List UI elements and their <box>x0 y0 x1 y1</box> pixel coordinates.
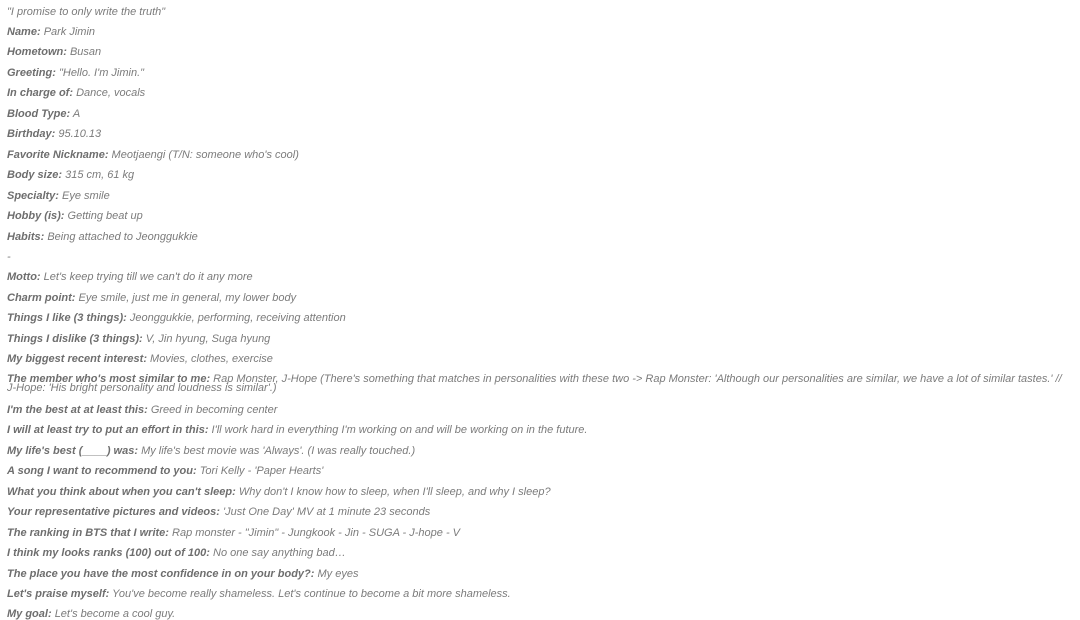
question-line-dislikes <box>7 333 1072 345</box>
field-label: Greeting: <box>7 67 56 79</box>
question-label: The place you have the most confidence in on your body?: <box>7 568 315 580</box>
question-label: I'm the best at at least this: <box>7 404 148 416</box>
question-answer: Let's become a cool guy. <box>54 608 176 620</box>
question-label: I will at least try to put an effort in this: <box>7 424 209 436</box>
field-value: Park Jimin <box>43 26 96 38</box>
question-label: Your representative pictures and videos: <box>7 506 220 518</box>
question-answer: You've become really shameless. Let's continue to become a bit more shameless. <box>112 588 511 600</box>
section-separator: - <box>7 251 11 263</box>
question-answer: I'll work hard in everything I'm working on and will be working on in the future. <box>211 424 588 436</box>
profile-line-hometown <box>7 46 1072 58</box>
question-answer: Jeonggukkie, performing, receiving attention <box>129 312 346 324</box>
profile-line-favorite-nickname <box>7 149 1072 161</box>
question-answer: Movies, clothes, exercise <box>150 353 273 365</box>
question-answer: Rap monster - "Jimin" - Jungkook - Jin - SUGA - J-hope - V <box>172 527 461 539</box>
field-value: "Hello. I'm Jimin." <box>58 67 145 79</box>
question-answer: My life's best movie was 'Always'. (I was really touched.) <box>141 445 416 457</box>
field-value: Busan <box>69 46 102 58</box>
question-label: I think my looks ranks (100) out of 100: <box>7 547 210 559</box>
question-line-life-best <box>7 445 1072 457</box>
question-answer: No one say anything bad… <box>213 547 346 559</box>
question-label: A song I want to recommend to you: <box>7 465 197 477</box>
field-label: Blood Type: <box>7 108 71 120</box>
profile-line-hobby <box>7 210 1072 222</box>
question-answer: Eye smile, just me in general, my lower body <box>78 292 297 304</box>
question-line-cant-sleep <box>7 486 1072 498</box>
profile-line-habits <box>7 231 1072 243</box>
question-line-confidence <box>7 568 1072 580</box>
field-value: A <box>72 108 81 120</box>
intro-quote: "I promise to only write the truth" <box>7 6 166 18</box>
field-label: Body size: <box>7 169 63 181</box>
question-line-song <box>7 465 1072 477</box>
question-answer: Rap Monster, J-Hope (There's something that matches in personalities with these two -> Rap Monster: 'Although our personalities are similar, we have a lot of similar tastes.' // J-Hope: 'His bright personality and loudness is similar'.) <box>7 373 1062 394</box>
field-value: Eye smile <box>62 190 110 202</box>
question-line-likes <box>7 312 1072 324</box>
question-label: My goal: <box>7 608 52 620</box>
question-label: What you think about when you can't sleep: <box>7 486 236 498</box>
profile-line-body-size <box>7 169 1072 181</box>
question-answer: Why don't I know how to sleep, when I'll sleep, and why I sleep? <box>238 486 551 498</box>
field-label: Hobby (is): <box>7 210 65 222</box>
question-line-best-at <box>7 404 1072 416</box>
field-label: Favorite Nickname: <box>7 149 109 161</box>
question-answer: V, Jin hyung, Suga hyung <box>145 333 271 345</box>
question-answer: Tori Kelly - 'Paper Hearts' <box>199 465 324 477</box>
question-answer: Greed in becoming center <box>150 404 278 416</box>
profile-line-specialty <box>7 190 1072 202</box>
profile-line-in-charge-of <box>7 87 1072 99</box>
question-label: My life's best (____) was: <box>7 445 139 457</box>
profile-line-blood-type <box>7 108 1072 120</box>
question-line-motto <box>7 271 1072 283</box>
field-label: Habits: <box>7 231 45 243</box>
question-answer: My eyes <box>317 568 359 580</box>
question-label: Things I dislike (3 things): <box>7 333 143 345</box>
profile-line-birthday <box>7 128 1072 140</box>
question-answer: 'Just One Day' MV at 1 minute 23 seconds <box>223 506 431 518</box>
question-line-goal <box>7 608 1072 620</box>
question-line-ranking <box>7 527 1072 539</box>
field-value: Dance, vocals <box>76 87 146 99</box>
field-label: In charge of: <box>7 87 74 99</box>
field-value: 315 cm, 61 kg <box>65 169 135 181</box>
profile-line-name <box>7 26 1072 38</box>
profile-line-greeting <box>7 67 1072 79</box>
question-line-praise <box>7 588 1072 600</box>
question-label: My biggest recent interest: <box>7 353 147 365</box>
field-value: Getting beat up <box>67 210 143 222</box>
question-line-looks <box>7 547 1072 559</box>
field-value: Being attached to Jeonggukkie <box>47 231 198 243</box>
question-label: Let's praise myself: <box>7 588 110 600</box>
field-label: Hometown: <box>7 46 67 58</box>
question-label: The ranking in BTS that I write: <box>7 527 169 539</box>
question-line-charm-point <box>7 292 1072 304</box>
question-label: Motto: <box>7 271 41 283</box>
field-value: Meotjaengi (T/N: someone who's cool) <box>111 149 299 161</box>
question-label: Things I like (3 things): <box>7 312 127 324</box>
question-answer: Let's keep trying till we can't do it any more <box>43 271 253 283</box>
question-label: Charm point: <box>7 292 76 304</box>
question-label: The member who's most similar to me: <box>7 373 211 385</box>
field-label: Specialty: <box>7 190 59 202</box>
field-label: Birthday: <box>7 128 56 140</box>
field-label: Name: <box>7 26 41 38</box>
question-line-effort <box>7 424 1072 436</box>
question-line-recent-interest <box>7 353 1072 365</box>
field-value: 95.10.13 <box>58 128 102 140</box>
question-line-similar-member <box>7 375 1072 393</box>
question-line-representative <box>7 506 1072 518</box>
